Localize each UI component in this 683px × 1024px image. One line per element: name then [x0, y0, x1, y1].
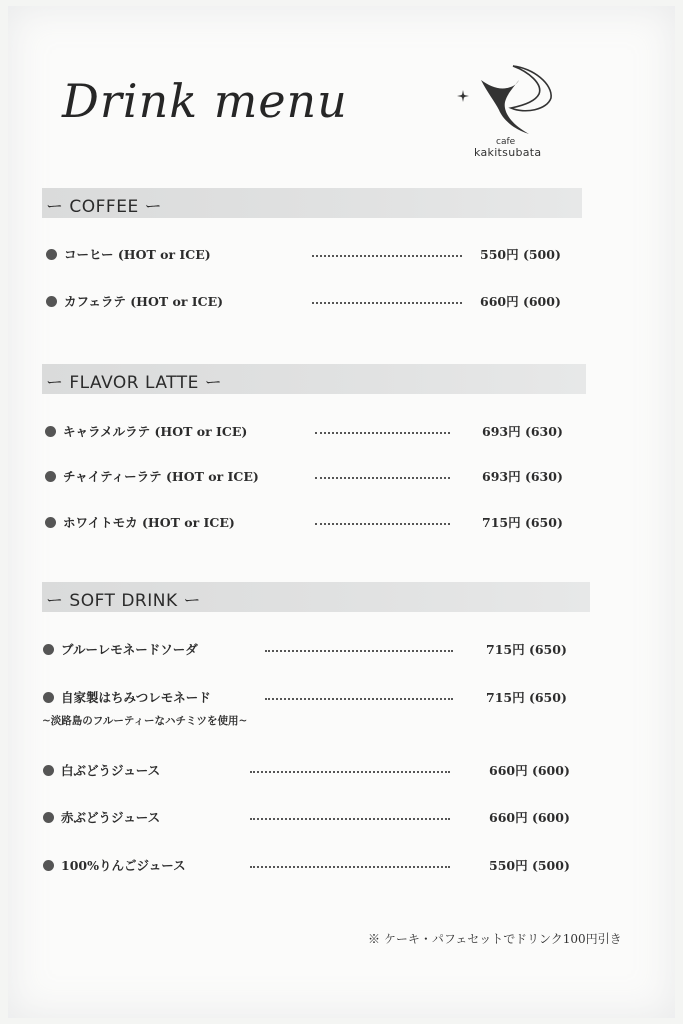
item-note: ~淡路島のフルーティーなハチミツを使用~ — [42, 715, 248, 727]
item-name: 白ぶどうジュース — [61, 763, 161, 778]
dotted-leader — [250, 818, 450, 820]
set-discount-note: ※ ケーキ・パフェセットでドリンク100円引き — [368, 932, 622, 946]
logo-name-text: kakitsubata — [474, 146, 542, 159]
menu-item — [43, 808, 573, 828]
page-title: Drink menu — [62, 74, 348, 128]
bullet-icon — [43, 692, 54, 703]
section-header-coffee — [42, 188, 582, 218]
dotted-leader — [250, 866, 450, 868]
item-price: 660円 (600) — [480, 294, 561, 309]
item-price: 693円 (630) — [482, 424, 563, 439]
section-header-soft-drink — [42, 582, 590, 612]
menu-item — [43, 761, 573, 781]
item-price: 660円 (600) — [489, 810, 570, 825]
dotted-leader — [315, 477, 450, 479]
bullet-icon — [43, 765, 54, 776]
item-price: 715円 (650) — [486, 642, 567, 657]
item-name: 自家製はちみつレモネード — [61, 690, 211, 705]
bullet-icon — [45, 517, 56, 528]
item-price: 715円 (650) — [486, 690, 567, 705]
menu-item — [45, 422, 565, 442]
bullet-icon — [43, 860, 54, 871]
menu-item — [46, 245, 566, 265]
dotted-leader — [265, 698, 453, 700]
item-name: 赤ぶどうジュース — [61, 810, 161, 825]
logo-cafe-text: cafe — [496, 137, 516, 147]
bullet-icon — [45, 426, 56, 437]
item-price: 550円 (500) — [480, 247, 561, 262]
dotted-leader — [312, 302, 462, 304]
menu-item — [45, 467, 565, 487]
item-name: 100%りんごジュース — [61, 858, 186, 873]
dotted-leader — [265, 650, 453, 652]
section-title: ー FLAVOR LATTE ー — [46, 373, 223, 393]
dotted-leader — [315, 523, 450, 525]
item-price: 660円 (600) — [489, 763, 570, 778]
item-name: カフェラテ (HOT or ICE) — [64, 294, 224, 309]
section-header-flavor-latte — [42, 364, 586, 394]
item-price: 550円 (500) — [489, 858, 570, 873]
bullet-icon — [43, 644, 54, 655]
menu-item — [45, 513, 565, 533]
item-name: チャイティーラテ (HOT or ICE) — [63, 469, 259, 484]
dotted-leader — [315, 432, 450, 434]
section-title: ー SOFT DRINK ー — [46, 591, 202, 611]
dotted-leader — [312, 255, 462, 257]
menu-item — [43, 856, 573, 876]
item-price: 693円 (630) — [482, 469, 563, 484]
item-name: ブルーレモネードソーダ — [61, 642, 198, 657]
bullet-icon — [46, 249, 57, 260]
bullet-icon — [46, 296, 57, 307]
section-title: ー COFFEE ー — [46, 197, 163, 217]
menu-item — [43, 640, 573, 660]
item-name: キャラメルラテ (HOT or ICE) — [63, 424, 248, 439]
bullet-icon — [43, 812, 54, 823]
menu-item — [43, 688, 573, 708]
menu-item — [46, 292, 566, 312]
dotted-leader — [250, 771, 450, 773]
item-name: コーヒー (HOT or ICE) — [64, 247, 211, 262]
item-price: 715円 (650) — [482, 515, 563, 530]
item-name: ホワイトモカ (HOT or ICE) — [63, 515, 235, 530]
bullet-icon — [45, 471, 56, 482]
